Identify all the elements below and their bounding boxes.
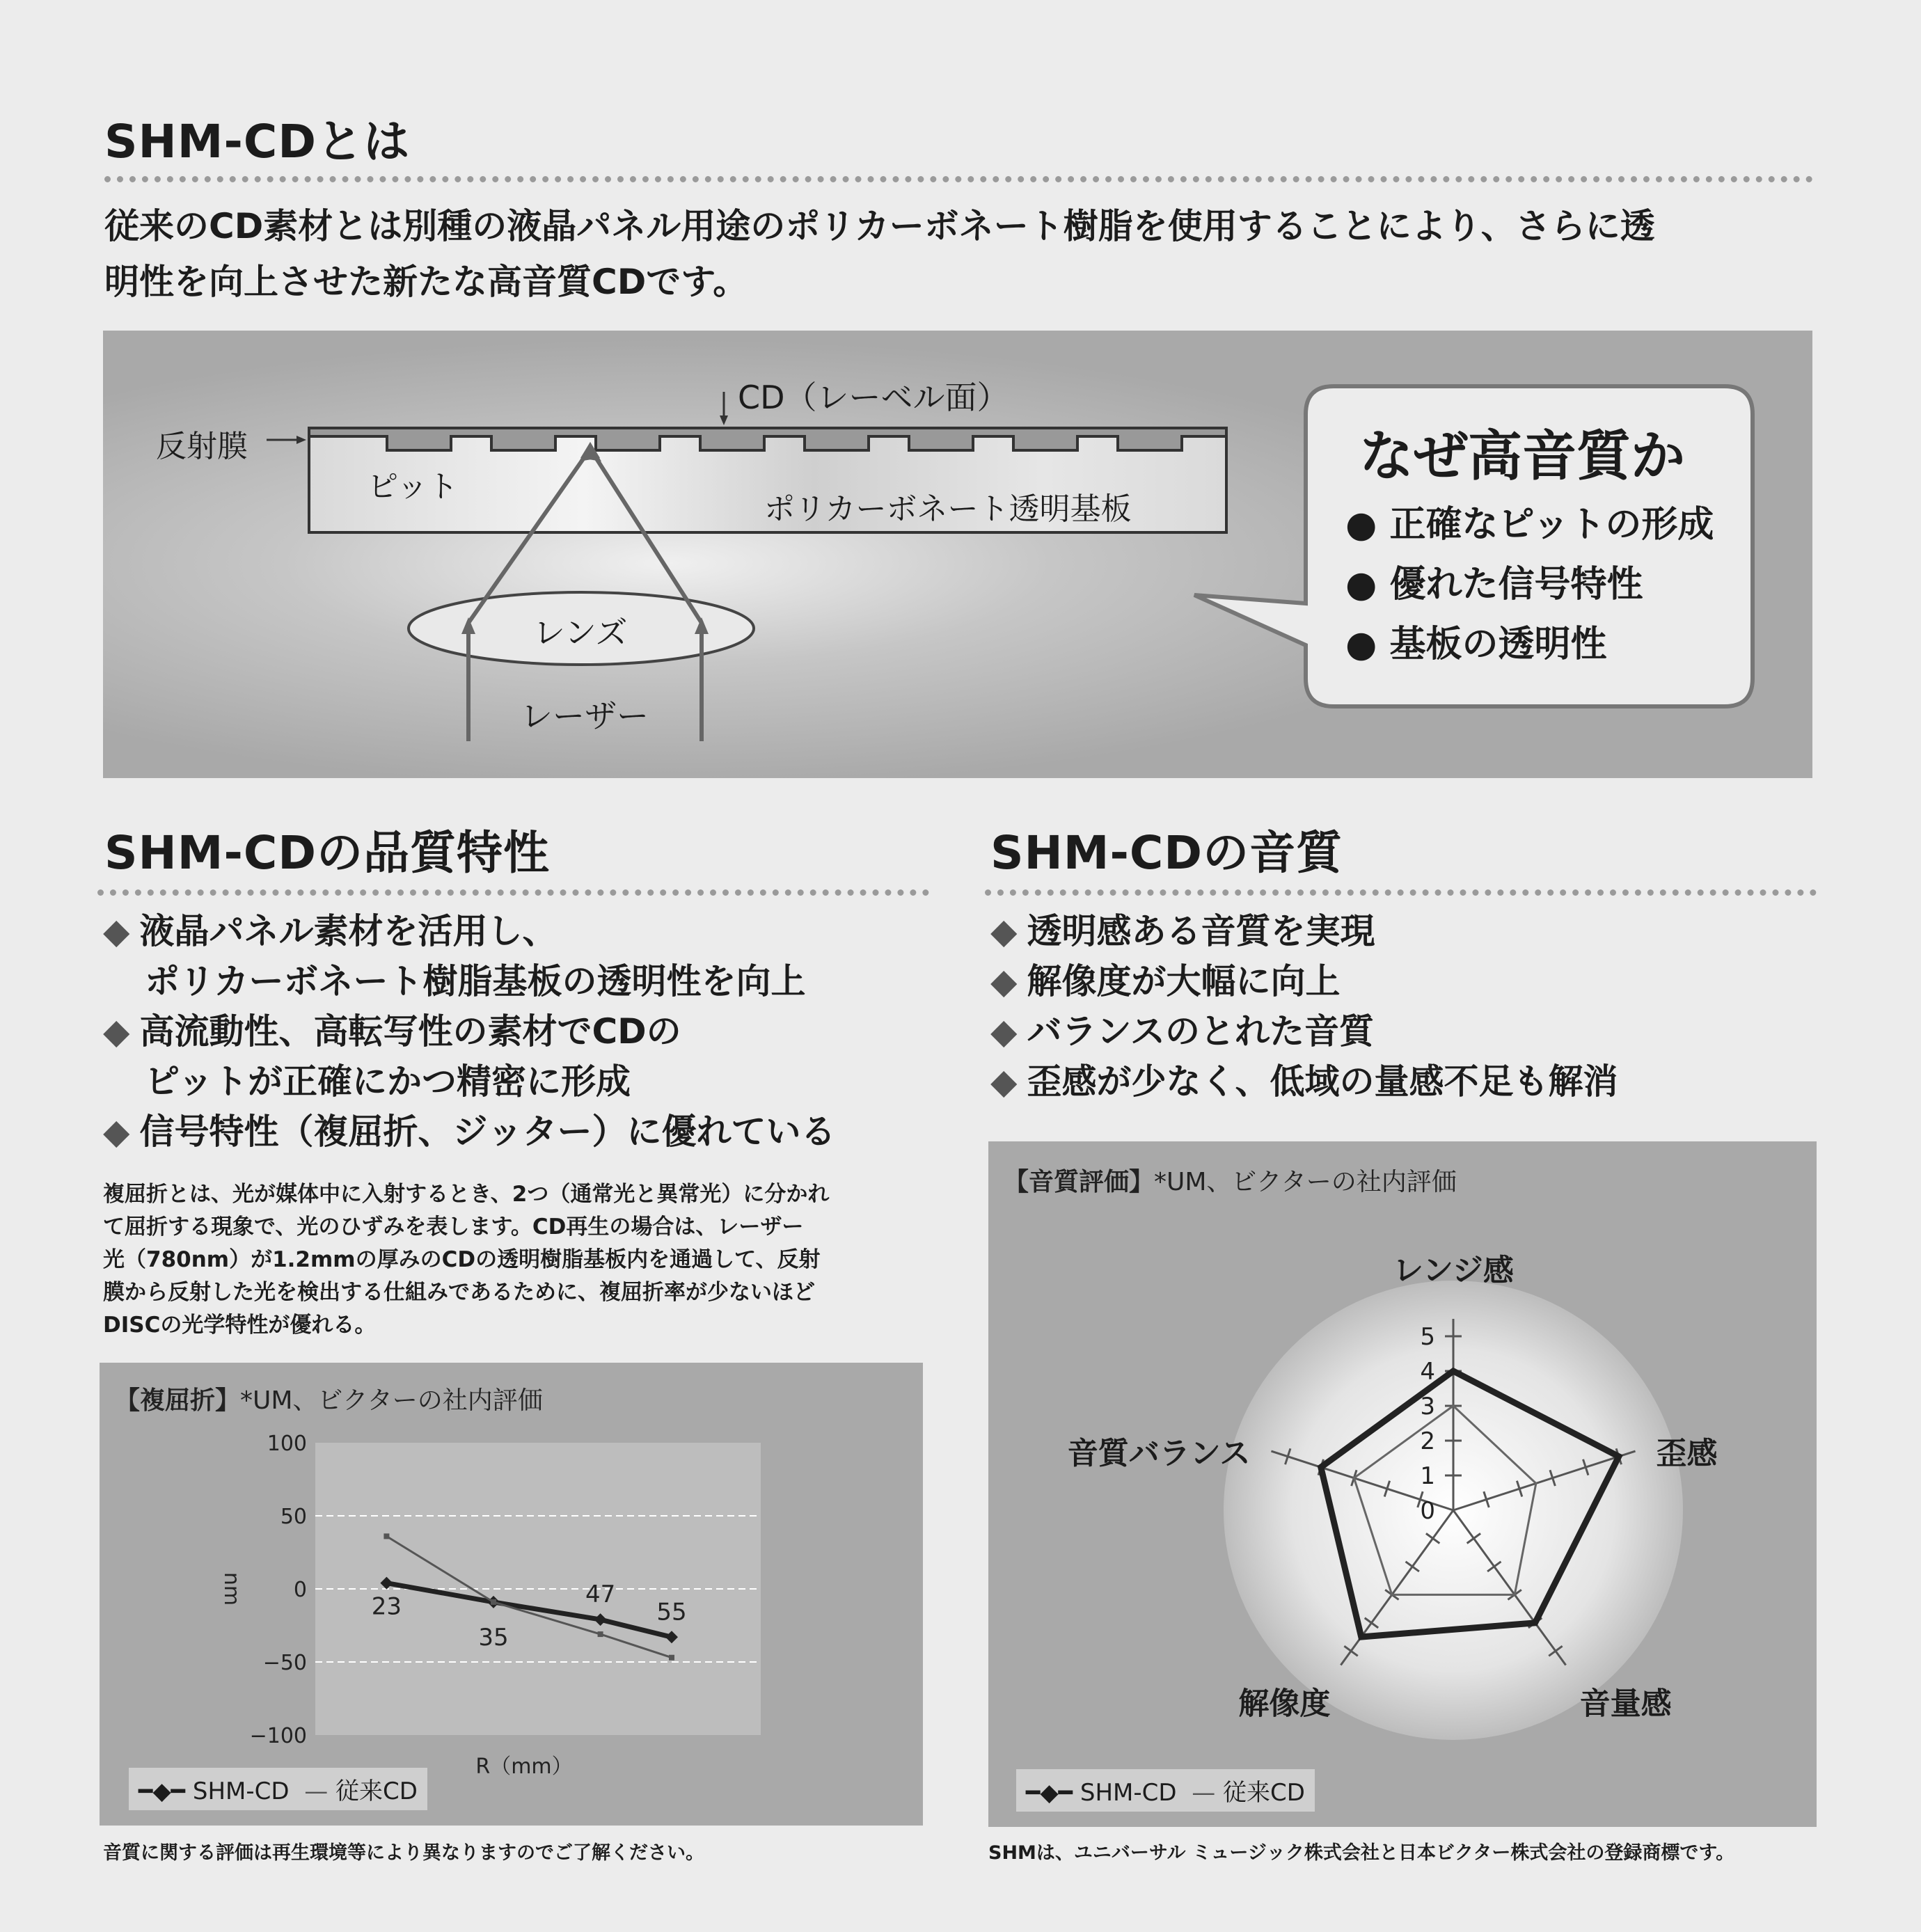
- diamond-icon: ◆: [990, 1011, 1018, 1052]
- radar-scale-label: 1: [1420, 1462, 1435, 1490]
- cd-structure-diagram: [103, 331, 1812, 778]
- divider: [985, 889, 1817, 896]
- bubble-list: [1345, 495, 1714, 674]
- bubble-item: ● 優れた信号特性: [1345, 564, 1643, 605]
- birefringence-chart-panel: [100, 1363, 923, 1826]
- section-title-about: SHM-CDとは: [104, 115, 411, 168]
- y-tick-label: −50: [262, 1651, 307, 1675]
- radar-axis-label: 音質バランス: [1067, 1436, 1251, 1472]
- sound-bullet: [990, 1056, 1618, 1107]
- bullet-text: ピットが正確にかつ精密に形成: [145, 1061, 631, 1102]
- sound-evaluation-chart-panel: [988, 1141, 1817, 1827]
- data-point-conventional-cd: [491, 1599, 496, 1605]
- bubble-item-text: 正確なピットの形成: [1389, 504, 1714, 546]
- divider: [104, 176, 1813, 182]
- data-point-conventional-cd: [669, 1655, 674, 1661]
- line-chart-legend: [129, 1768, 427, 1810]
- bubble-item: ● 基板の透明性: [1345, 624, 1607, 665]
- quality-bullet: [103, 906, 835, 1006]
- legend-label: 従来CD: [335, 1777, 418, 1805]
- data-point-conventional-cd: [598, 1631, 603, 1637]
- note-line: 膜から反射した光を検出する仕組みであるために、複屈折率が少ないほど: [103, 1280, 815, 1305]
- y-tick-label: 0: [293, 1578, 307, 1602]
- diamond-icon: ◆: [990, 911, 1018, 951]
- radar-scale-label: 3: [1420, 1393, 1435, 1420]
- legend-label: 従来CD: [1223, 1779, 1305, 1807]
- bubble-item-text: 優れた信号特性: [1389, 564, 1643, 605]
- radar-axis-label: レンジ感: [1393, 1253, 1514, 1288]
- radar-scale-label: 4: [1420, 1358, 1435, 1386]
- legend-label: SHM-CD: [192, 1777, 290, 1805]
- y-tick-label: −100: [249, 1724, 307, 1748]
- label-lens: レンズ: [533, 614, 628, 651]
- radar-chart-legend: [1016, 1769, 1315, 1812]
- diamond-icon: ◆: [990, 961, 1018, 1001]
- diamond-icon: ◆: [103, 1011, 130, 1052]
- bullet-text: 液晶パネル素材を活用し、: [139, 911, 558, 951]
- chart-caption-title: 【複屈折】: [115, 1386, 241, 1415]
- sound-bullet: [990, 906, 1618, 956]
- diamond-icon: ◆: [990, 1061, 1018, 1102]
- bullet-text: 信号特性（複屈折、ジッター）に優れている: [139, 1111, 836, 1152]
- quality-bullet: [103, 1107, 835, 1157]
- x-point-label: 55: [656, 1598, 687, 1626]
- label-laser: レーザー: [521, 697, 649, 735]
- sound-bullet: [990, 1006, 1618, 1056]
- footer-note-right: SHMは、ユニバーサル ミュージック株式会社と日本ビクター株式会社の登録商標です。: [988, 1842, 1735, 1864]
- bubble-item: ● 正確なピットの形成: [1345, 504, 1714, 546]
- line-chart: [100, 1363, 923, 1826]
- bullet-text: 歪感が少なく、低域の量感不足も解消: [1027, 1061, 1618, 1102]
- bubble-item-text: 基板の透明性: [1389, 624, 1607, 665]
- bullet-text: 透明感ある音質を実現: [1027, 911, 1375, 951]
- legend-swatch-shm: ━◆━: [139, 1777, 186, 1805]
- chart-caption-title: 【音質評価】: [1004, 1168, 1155, 1196]
- label-cd-label-side: CD（レーベル面）: [738, 379, 1009, 416]
- legend-swatch-shm: ━◆━: [1026, 1779, 1073, 1807]
- legend-swatch-conventional: —: [304, 1777, 329, 1805]
- radar-scale-label: 5: [1420, 1323, 1435, 1351]
- note-line: て屈折する現象で、光のひずみを表します。CD再生の場合は、レーザー: [103, 1214, 804, 1240]
- label-substrate: ポリカーボネート透明基板: [764, 491, 1132, 527]
- x-point-label: 47: [585, 1581, 616, 1609]
- bullet-text: 高流動性、高転写性の素材でCDの: [139, 1011, 681, 1052]
- note-line: DISCの光学特性が優れる。: [103, 1313, 377, 1338]
- quality-bullets: [103, 906, 835, 1157]
- quality-bullet: [103, 1006, 835, 1107]
- birefringence-note: [103, 1178, 931, 1342]
- label-reflective-film: 反射膜: [156, 429, 248, 464]
- note-line: 複屈折とは、光が媒体中に入射するとき、2つ（通常光と異常光）に分かれ: [103, 1182, 830, 1207]
- bullet-text: バランスのとれた音質: [1027, 1011, 1374, 1052]
- section-title-quality: SHM-CDの品質特性: [104, 826, 551, 880]
- chart-caption-note: *UM、ビクターの社内評価: [1154, 1168, 1457, 1196]
- lead-line: 明性を向上させた新たな高音質CDです。: [104, 262, 748, 302]
- lead-text: [104, 198, 1831, 310]
- label-pit: ピット: [367, 469, 459, 505]
- y-tick-label: 50: [280, 1505, 307, 1529]
- bullet-text: 解像度が大幅に向上: [1027, 961, 1341, 1001]
- bubble-title: なぜ高音質か: [1359, 425, 1686, 488]
- note-line: 光（780nm）が1.2mmの厚みのCDの透明樹脂基板内を通過して、反射: [103, 1247, 821, 1272]
- legend-swatch-conventional: —: [1192, 1779, 1216, 1807]
- diamond-icon: ◆: [103, 1111, 130, 1152]
- chart-caption-note: *UM、ビクターの社内評価: [240, 1386, 543, 1415]
- diamond-icon: ◆: [103, 911, 130, 951]
- divider: [97, 889, 929, 896]
- radar-axis-label: 歪感: [1656, 1436, 1718, 1472]
- sound-bullet: [990, 956, 1618, 1006]
- bullet-text: ポリカーボネート樹脂基板の透明性を向上: [145, 961, 806, 1001]
- section-title-sound: SHM-CDの音質: [990, 826, 1343, 880]
- x-point-label: 23: [371, 1592, 402, 1621]
- lead-line: 従来のCD素材とは別種の液晶パネル用途のポリカーボネート樹脂を使用することにより、さらに透: [104, 206, 1655, 246]
- radar-scale-label: 2: [1420, 1427, 1435, 1455]
- radar-axis-label: 解像度: [1238, 1686, 1331, 1722]
- y-tick-label: 100: [267, 1432, 307, 1456]
- legend-label: SHM-CD: [1080, 1779, 1177, 1807]
- data-point-conventional-cd: [384, 1533, 389, 1539]
- radar-scale-label: 0: [1420, 1497, 1435, 1525]
- x-point-label: 35: [478, 1623, 509, 1652]
- footer-note-left: 音質に関する評価は再生環境等により異なりますのでご了解ください。: [103, 1842, 704, 1864]
- x-axis-label: R（mm）: [475, 1755, 573, 1779]
- radar-axis-label: 音量感: [1579, 1686, 1672, 1722]
- y-axis-label: nm: [219, 1571, 244, 1606]
- sound-bullets: [990, 906, 1618, 1107]
- radar-chart: [988, 1141, 1817, 1827]
